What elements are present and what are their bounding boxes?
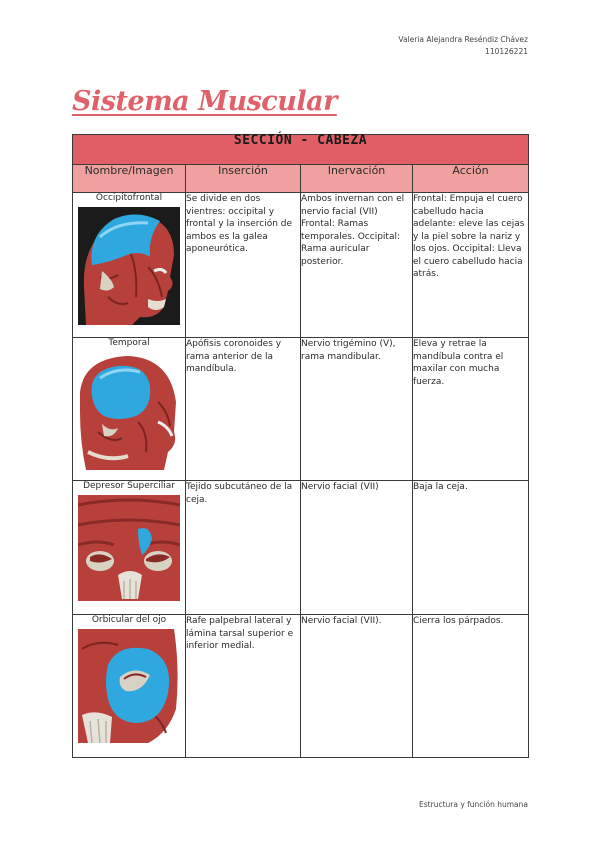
author-name: Valeria Alejandra Reséndiz Chávez — [398, 35, 528, 44]
name-cell — [73, 481, 186, 615]
table-row — [73, 615, 529, 758]
accion-cell: Cierra los párpados. — [413, 615, 529, 758]
inervacion-cell: Nervio facial (VII) — [301, 481, 413, 615]
muscle-name: Occipitofrontal — [95, 193, 163, 203]
muscle-name: Temporal — [108, 338, 150, 348]
orbicular-del-ojo-image — [78, 629, 180, 743]
insercion-cell: Se divide en dos vientres: occipital y frontal y la inserción de ambos es la galea aponeurótica. — [186, 193, 301, 338]
name-cell — [73, 615, 186, 758]
table-row — [73, 481, 529, 615]
depresor-superciliar-image — [78, 495, 180, 601]
column-header-inervacion: Inervación — [301, 165, 413, 193]
name-cell — [73, 193, 186, 338]
accion-cell: Eleva y retrae la mandíbula contra el maxilar con mucha fuerza. — [413, 338, 529, 481]
inervacion-cell: Ambos invernan con el nervio facial (VII) Frontal: Ramas temporales. Occipital: Rama auricular posterior. — [301, 193, 413, 338]
muscle-name: Depresor Superciliar — [83, 481, 175, 491]
column-header-insercion: Inserción — [186, 165, 301, 193]
accion-cell: Frontal: Empuja el cuero cabelludo hacia adelante: eleve las cejas y la piel sobre la nariz y los ojos. Occipital: Lleva el cuero cabelludo hacia atrás. — [413, 193, 529, 338]
column-header-accion: Acción — [413, 165, 529, 193]
insercion-cell: Rafe palpebral lateral y lámina tarsal superior e inferior medial. — [186, 615, 301, 758]
name-cell — [73, 338, 186, 481]
table-row — [73, 193, 529, 338]
accion-cell: Baja la ceja. — [413, 481, 529, 615]
inervacion-cell: Nervio trigémino (V), rama mandibular. — [301, 338, 413, 481]
author-info — [398, 34, 528, 58]
column-header-nombre: Nombre/Imagen — [73, 165, 186, 193]
insercion-cell: Apófisis coronoides y rama anterior de la mandíbula. — [186, 338, 301, 481]
temporal-image — [78, 352, 180, 470]
muscle-name: Orbicular del ojo — [91, 615, 167, 625]
occipitofrontal-image — [78, 207, 180, 325]
author-id: 110126221 — [485, 47, 528, 56]
section-title: SECCIÓN - CABEZA — [73, 135, 529, 165]
inervacion-cell: Nervio facial (VII). — [301, 615, 413, 758]
page-title: Sistema Muscular — [72, 86, 337, 117]
insercion-cell: Tejido subcutáneo de la ceja. — [186, 481, 301, 615]
muscle-table — [72, 134, 529, 758]
table-row — [73, 338, 529, 481]
column-header-row — [73, 165, 529, 193]
section-header-row — [73, 135, 529, 165]
page-footer: Estructura y función humana — [419, 800, 528, 809]
